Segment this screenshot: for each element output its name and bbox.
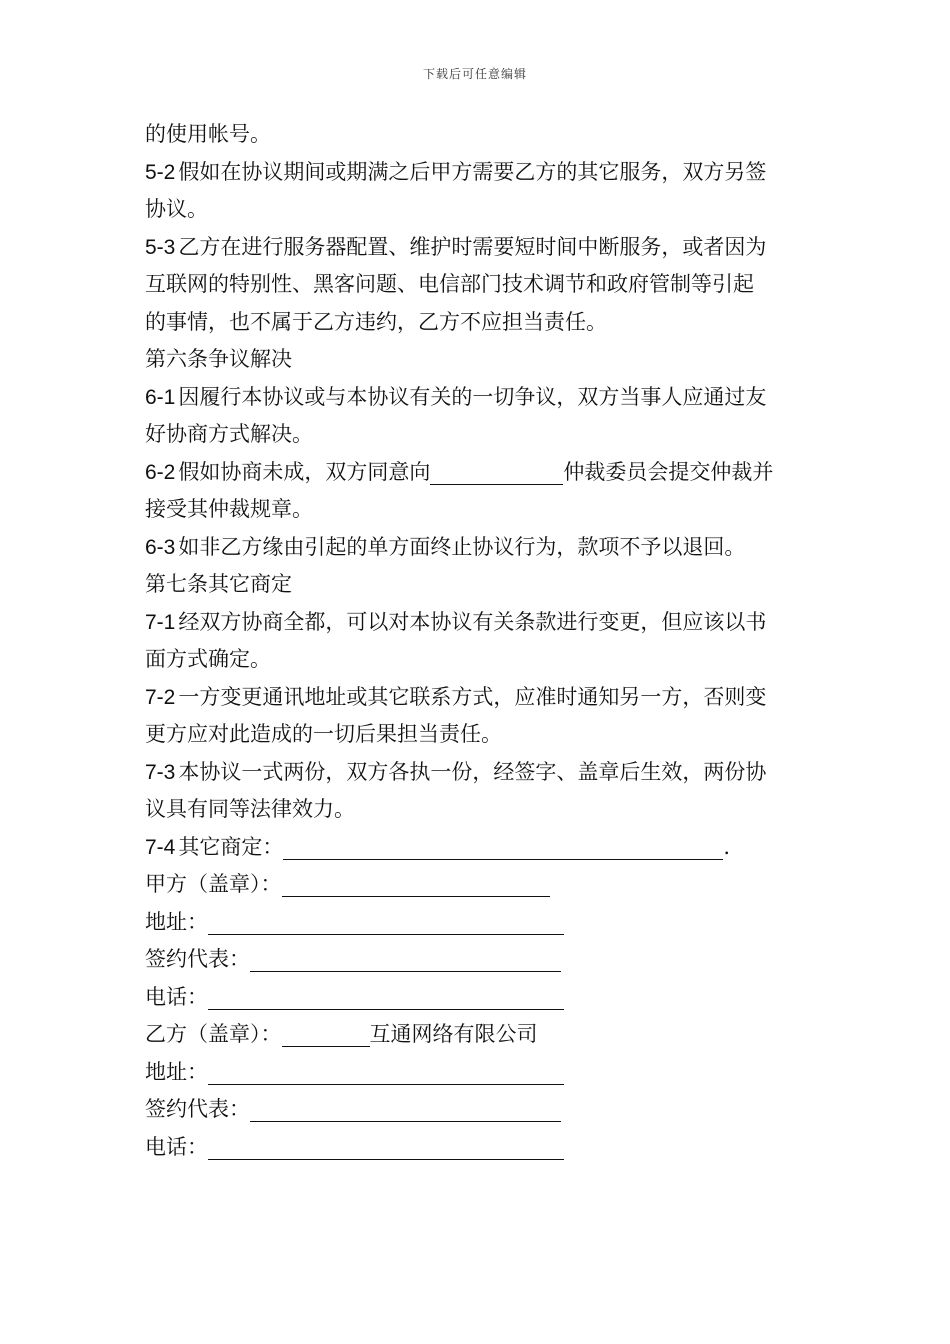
other-agreement-blank[interactable] xyxy=(283,833,723,860)
clause-6-2 xyxy=(145,454,810,492)
clause-text: 假如协商未成，双方同意向 xyxy=(178,459,431,484)
clause-number: 7-3 xyxy=(145,760,176,784)
clause-text: 如非乙方缘由引起的单方面终止协议行为，款项不予以退回。 xyxy=(178,534,746,559)
clause-7-1 xyxy=(145,604,810,642)
clause-5-2-cont: 协议。 xyxy=(145,197,208,221)
party-b-seal-label: 乙方（盖章）： xyxy=(145,1022,282,1046)
clause-text: 经双方协商全都，可以对本协议有关条款进行变更，但应该以书 xyxy=(178,609,767,634)
party-a-address-blank[interactable] xyxy=(208,908,564,935)
clause-number: 5-3 xyxy=(145,235,176,259)
clause-6-2-cont: 接受其仲裁规章。 xyxy=(145,497,313,521)
clause-number: 7-1 xyxy=(145,610,176,634)
party-b-rep-label: 签约代表： xyxy=(145,1097,250,1121)
party-b-seal-blank[interactable] xyxy=(282,1020,370,1047)
party-b-seal-row xyxy=(145,1016,810,1054)
party-a-rep-label: 签约代表： xyxy=(145,947,250,971)
party-b-phone-label: 电话： xyxy=(145,1134,208,1159)
clause-5-3-cont: 的事情，也不属于乙方违约，乙方不应担当责任。 xyxy=(145,309,607,334)
party-a-seal-label: 甲方（盖章）： xyxy=(145,872,282,896)
clause-7-3 xyxy=(145,754,810,792)
clause-number: 6-1 xyxy=(145,385,176,409)
party-b-company-name: 互通网络有限公司 xyxy=(369,1022,538,1046)
clause-6-1-cont: 好协商方式解决。 xyxy=(145,422,313,446)
page-header: 下载后可任意编辑 xyxy=(422,67,527,81)
clause-7-1-cont: 面方式确定。 xyxy=(145,647,271,671)
clause-number: 5-2 xyxy=(145,160,176,184)
party-a-address-row xyxy=(145,904,810,942)
party-a-address-label: 地址： xyxy=(145,909,208,934)
clause-5-2 xyxy=(145,154,810,192)
party-b-address-label: 地址： xyxy=(145,1059,208,1084)
clause-7-2 xyxy=(145,679,810,717)
clause-number: 6-3 xyxy=(145,535,176,559)
clause-7-4 xyxy=(145,829,810,867)
article-7-title: 第七条其它商定 xyxy=(145,572,292,596)
clause-number: 7-2 xyxy=(145,685,176,709)
clause-text: 因履行本协议或与本协议有关的一切争议，双方当事人应通过友 xyxy=(178,384,767,409)
arbitration-blank[interactable] xyxy=(430,458,563,485)
clause-text: 本协议一式两份，双方各执一份，经签字、盖章后生效，两份协 xyxy=(178,759,767,784)
party-b-phone-row xyxy=(145,1129,810,1167)
party-b-rep-blank[interactable] xyxy=(250,1095,561,1122)
party-b-address-row xyxy=(145,1054,810,1092)
party-a-phone-label: 电话： xyxy=(145,984,208,1009)
clause-text: 假如在协议期间或期满之后甲方需要乙方的其它服务，双方另签 xyxy=(178,159,767,184)
clause-6-3 xyxy=(145,529,810,567)
party-b-address-blank[interactable] xyxy=(208,1058,564,1085)
clause-end: . xyxy=(723,834,731,859)
party-a-seal-row xyxy=(145,866,810,904)
clause-5-3 xyxy=(145,229,810,267)
clause-label: 其它商定： xyxy=(178,834,284,859)
clause-7-2-cont: 更方应对此造成的一切后果担当责任。 xyxy=(145,722,502,746)
clause-6-1 xyxy=(145,379,810,417)
paragraph-5-1-end: 的使用帐号。 xyxy=(145,122,271,146)
article-6-title: 第六条争议解决 xyxy=(145,347,292,371)
clause-5-3-cont: 互联网的特别性、黑客问题、电信部门技术调节和政府管制等引起 xyxy=(145,272,754,296)
clause-7-3-cont: 议具有同等法律效力。 xyxy=(145,797,355,821)
clause-number: 7-4 xyxy=(145,835,176,859)
document-body xyxy=(145,116,810,1166)
party-a-phone-row xyxy=(145,979,810,1017)
clause-number: 6-2 xyxy=(145,460,176,484)
clause-text: 一方变更通讯地址或其它联系方式，应准时通知另一方，否则变 xyxy=(178,684,767,709)
party-b-phone-blank[interactable] xyxy=(208,1133,564,1160)
party-a-rep-blank[interactable] xyxy=(250,945,561,972)
clause-text: 乙方在进行服务器配置、维护时需要短时间中断服务，或者因为 xyxy=(178,234,767,259)
party-a-seal-blank[interactable] xyxy=(282,870,550,897)
clause-text: 仲裁委员会提交仲裁并 xyxy=(563,459,774,484)
party-b-rep-row xyxy=(145,1091,810,1129)
party-a-phone-blank[interactable] xyxy=(208,983,564,1010)
party-a-rep-row xyxy=(145,941,810,979)
